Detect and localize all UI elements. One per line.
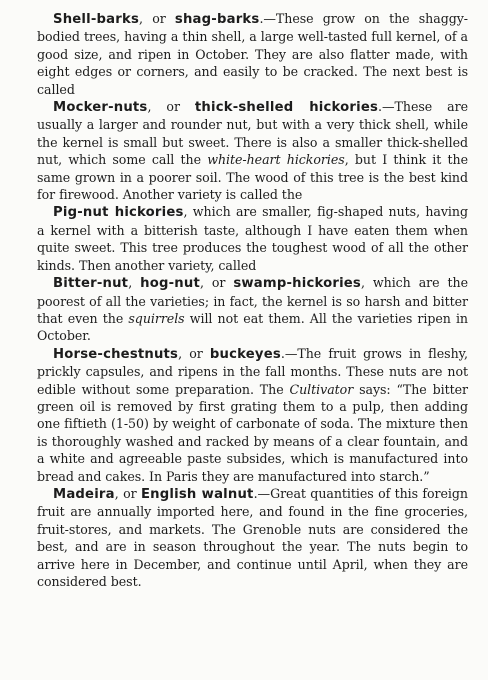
entry-mocker-nuts [37, 98, 468, 203]
entry-term: Pig-nut hickories [53, 205, 184, 221]
entry-text: .—The fruit grows in fleshy, prickly capsules, and ripens in the fall months. These nuts are not edible without some preparation. The [37, 345, 468, 397]
entry-connector: , or [147, 99, 195, 115]
entry-italic-text: squirrels [128, 310, 185, 326]
entry-pig-nut-hickories [37, 203, 468, 274]
entry-connector: , or [139, 11, 175, 26]
entry-term: Mocker-nuts [53, 100, 148, 116]
entry-text: , but I think it the same grown in a poorer soil. The wood of this tree is the best kind for firewood. Another variety is called the [37, 152, 468, 203]
entry-text: .—These are usually a larger and rounder nut, but with a very thick shell, while the kernel is small but sweet. There is also a smaller thick-shelled nut, which some call the [37, 99, 468, 168]
entry-connector: , or [199, 275, 234, 291]
entry-term: hog-nut [140, 276, 200, 292]
entry-text: will not eat them. All the varieties ripen in October. [37, 310, 468, 344]
entry-term: buckeyes [209, 346, 281, 362]
entry-term: English walnut [140, 486, 254, 502]
entry-italic-text: white-heart hickories [207, 152, 345, 168]
entry-term: swamp-hickories [233, 276, 361, 292]
entry-connector: , or [114, 485, 141, 501]
entry-term: Shell-barks [53, 12, 140, 27]
entry-term: shag-barks [174, 12, 260, 27]
entry-madeira [37, 485, 468, 590]
entry-term: Horse-chestnuts [53, 346, 179, 362]
entry-text: says: “The bitter green oil is removed by first grating them to a pulp, then adding one fiftieth (1-50) by weight of carbonate of soda. The mixture then is thoroughly washed and racked by means of a clear fountain, and a white and agreeable paste subsides, which is manufactured into bread and cakes. In Paris they are manufactured into starch.” [37, 381, 468, 484]
entry-italic-text: Cultivator [289, 381, 354, 397]
entry-term: Bitter-nut [53, 276, 129, 292]
entry-horse-chestnuts [37, 345, 468, 485]
entry-text: , which are the poorest of all the varieties; in fact, the kernel is so harsh and bitter that even the [37, 275, 468, 326]
entry-shell-barks [37, 10, 468, 98]
entry-connector: , or [178, 345, 210, 361]
entry-term: Madeira [53, 486, 115, 502]
entry-text: .—These grow on the shaggy-bodied trees, having a thin shell, a large well-tasted full kernel, of a good size, and ripen in October. They are also flatter made, with eight edges or corners, and easily to be cracked. The next best is called [37, 11, 468, 97]
entry-text: .—Great quantities of this foreign fruit are annually imported here, and found in the fine groceries, fruit-stores, and markets. The Grenoble nuts are considered the best, and are in season throughout the year. The nuts begin to arrive here in December, and continue until April, when they are considered best. [37, 485, 468, 589]
entry-text: , which are smaller, fig-shaped nuts, having a kernel with a bitterish taste, although I have eaten them when quite sweet. This tree produces the toughest wood of all the other kinds. Then another variety, called [37, 204, 468, 273]
entry-bitter-nut [37, 274, 468, 345]
entry-connector: , [128, 275, 141, 291]
entry-term: thick-shelled hickories [194, 100, 379, 116]
